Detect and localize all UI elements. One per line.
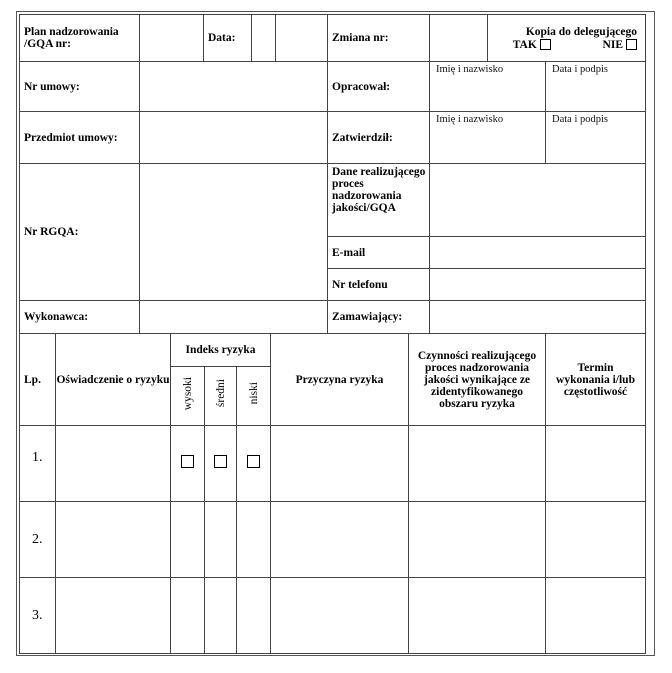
wykonawca-value[interactable] (140, 301, 328, 334)
termin-cell[interactable] (546, 578, 646, 654)
table-row (20, 578, 646, 654)
zatwierdzil-sign[interactable]: Data i podpis (546, 112, 646, 164)
kopia-label: Kopia do delegującego (525, 25, 637, 38)
indeks-header: Indeks ryzyka (171, 334, 271, 367)
sredni-cell[interactable] (205, 578, 237, 654)
oswiadczenie-cell[interactable] (56, 578, 171, 654)
tak-checkbox[interactable] (540, 39, 551, 50)
plan-label: Plan nadzorowania /GQA nr: (20, 15, 140, 62)
sredni-checkbox[interactable] (214, 455, 227, 468)
oswiadczenie-cell[interactable] (56, 502, 171, 578)
lp-header: Lp. (20, 334, 56, 426)
plan-value[interactable] (140, 15, 204, 62)
nr-umowy-value[interactable] (140, 62, 328, 112)
wysoki-cell[interactable] (171, 578, 205, 654)
niski-cell[interactable] (237, 502, 271, 578)
przyczyna-cell[interactable] (271, 426, 409, 502)
zmiana-value[interactable] (430, 15, 488, 62)
przedmiot-label: Przedmiot umowy: (20, 112, 140, 164)
nr-umowy-label: Nr umowy: (20, 62, 140, 112)
table-row (20, 502, 646, 578)
niski-cell[interactable] (237, 578, 271, 654)
przyczyna-cell[interactable] (271, 502, 409, 578)
nie-checkbox[interactable] (626, 39, 637, 50)
nr-rgqa-value[interactable] (140, 164, 328, 301)
risk-table (19, 333, 646, 654)
zatwierdzil-label: Zatwierdził: (328, 112, 430, 164)
termin-cell[interactable] (546, 502, 646, 578)
kopia-cell (488, 15, 646, 62)
telefon-label: Nr telefonu (328, 269, 430, 301)
opracowal-name[interactable]: Imię i nazwisko (430, 62, 546, 112)
przedmiot-value[interactable] (140, 112, 328, 164)
email-label: E-mail (328, 237, 430, 269)
wysoki-checkbox[interactable] (181, 455, 194, 468)
data-label: Data: (204, 15, 252, 62)
zamawiajacy-label: Zamawiający: (328, 301, 430, 334)
niski-checkbox[interactable] (247, 455, 260, 468)
telefon-value[interactable] (430, 269, 646, 301)
nie-label: NIE (602, 38, 623, 51)
opracowal-sign[interactable]: Data i podpis (546, 62, 646, 112)
zatwierdzil-name[interactable]: Imię i nazwisko (430, 112, 546, 164)
nr-rgqa-label: Nr RGQA: (20, 164, 140, 301)
termin-cell[interactable] (546, 426, 646, 502)
dane-realizujacego-value[interactable] (430, 164, 646, 237)
opracowal-label: Opracował: (328, 62, 430, 112)
niski-header: niski (247, 382, 260, 405)
dane-realizujacego-label: Dane realizującego proces nadzorowania jakości/GQA (328, 164, 430, 237)
zamawiajacy-value[interactable] (430, 301, 646, 334)
table-row (20, 426, 646, 502)
termin-header: Termin wykonania i/lub częstotliwość (546, 334, 646, 426)
spacer-cell (276, 15, 328, 62)
row-number: 1. (20, 426, 56, 502)
header-table (19, 14, 646, 334)
row-number: 2. (20, 502, 56, 578)
przyczyna-cell[interactable] (271, 578, 409, 654)
zmiana-label: Zmiana nr: (328, 15, 430, 62)
wykonawca-label: Wykonawca: (20, 301, 140, 334)
oswiadczenie-cell[interactable] (56, 426, 171, 502)
czynnosci-cell[interactable] (409, 426, 546, 502)
tak-label: TAK (512, 38, 537, 51)
data-value[interactable] (252, 15, 276, 62)
row-number: 3. (20, 578, 56, 654)
czynnosci-cell[interactable] (409, 502, 546, 578)
sredni-cell[interactable] (205, 502, 237, 578)
oswiadczenie-header: Oświadczenie o ryzyku (56, 334, 171, 426)
przyczyna-header: Przyczyna ryzyka (271, 334, 409, 426)
sredni-header: średni (214, 379, 227, 408)
czynnosci-cell[interactable] (409, 578, 546, 654)
wysoki-header: wysoki (181, 376, 194, 411)
wysoki-cell[interactable] (171, 502, 205, 578)
czynnosci-header: Czynności realizującego proces nadzorowania jakości wynikające ze zidentyfikowanego obszaru ryzyka (409, 334, 546, 426)
email-value[interactable] (430, 237, 646, 269)
